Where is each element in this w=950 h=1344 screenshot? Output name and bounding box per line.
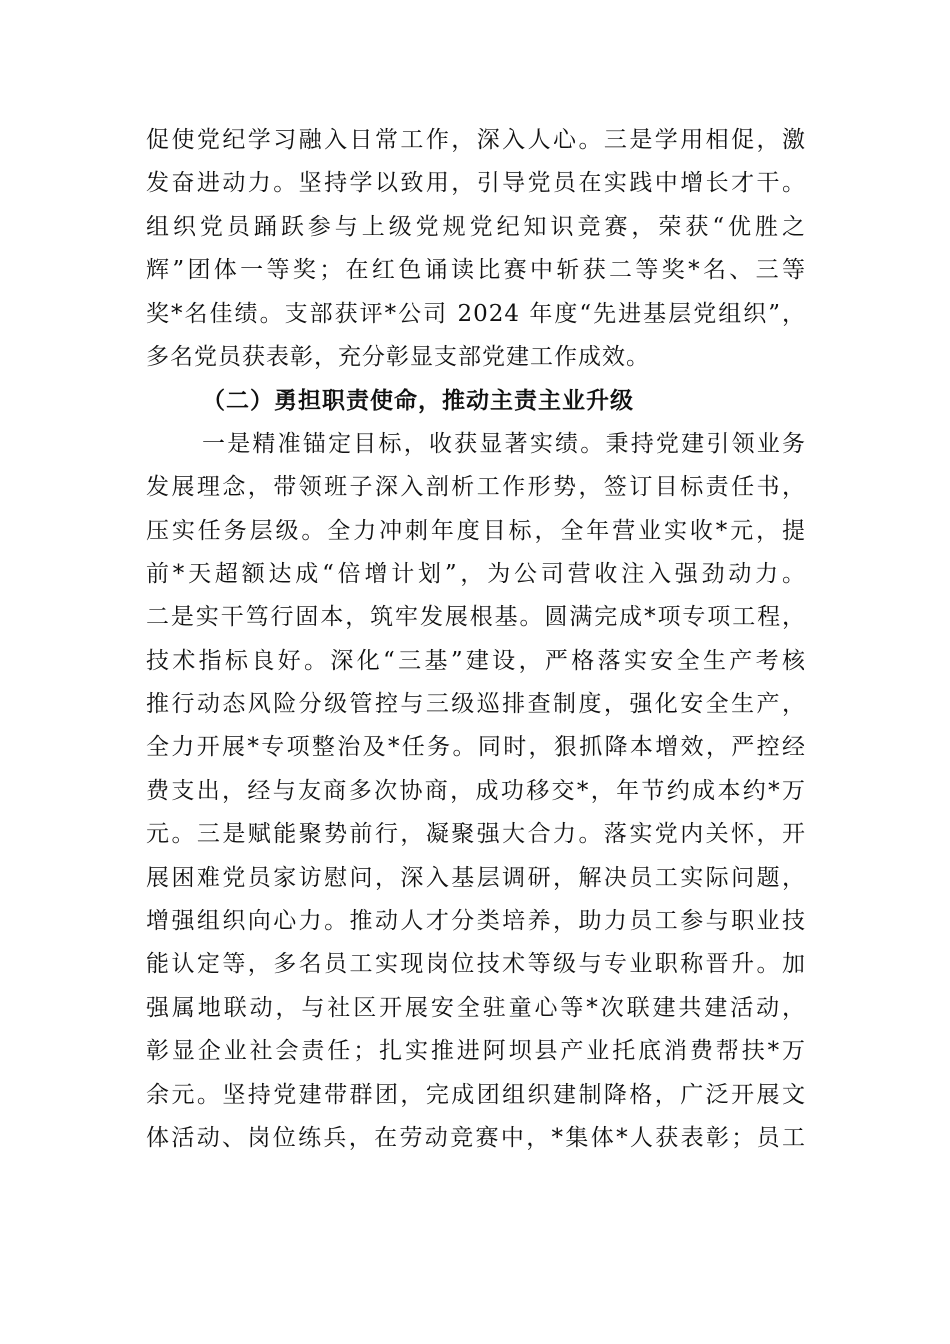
- body-line: 发展理念，带领班子深入剖析工作形势，签订目标责任书，: [146, 474, 806, 501]
- body-line: 体活动、岗位练兵，在劳动竞赛中，*集体*人获表彰；员工: [146, 1124, 806, 1151]
- body-line: 二是实干笃行固本，筑牢发展根基。圆满完成*项专项工程，: [146, 604, 806, 631]
- body-line: 全力开展*专项整治及*任务。同时，狠抓降本增效，严控经: [146, 734, 806, 761]
- body-line: 能认定等，多名员工实现岗位技术等级与专业职称晋升。加: [146, 951, 806, 978]
- body-line: 余元。坚持党建带群团，完成团组织建制降格，广泛开展文: [146, 1081, 806, 1108]
- body-line: 辉”团体一等奖；在红色诵读比赛中斩获二等奖*名、三等: [146, 257, 806, 284]
- body-line: 费支出，经与友商多次协商，成功移交*，年节约成本约*万: [146, 777, 806, 804]
- body-line: 压实任务层级。全力冲刺年度目标，全年营业实收*元，提: [146, 517, 806, 544]
- body-line: 元。三是赋能聚势前行，凝聚强大合力。落实党内关怀，开: [146, 821, 806, 848]
- body-line: 技术指标良好。深化“三基”建设，严格落实安全生产考核: [146, 647, 806, 674]
- section-heading: （二）勇担职责使命，推动主责主业升级: [202, 387, 634, 415]
- body-line: 彰显企业社会责任；扎实推进阿坝县产业托底消费帮扶*万: [146, 1038, 806, 1065]
- body-line: 推行动态风险分级管控与三级巡排查制度，强化安全生产，: [146, 691, 806, 718]
- body-line: 多名党员获表彰，充分彰显支部党建工作成效。: [146, 343, 650, 370]
- body-line: 发奋进动力。坚持学以致用，引导党员在实践中增长才干。: [146, 170, 806, 197]
- body-line: 增强组织向心力。推动人才分类培养，助力员工参与职业技: [146, 908, 806, 935]
- body-line: 促使党纪学习融入日常工作，深入人心。三是学用相促，激: [146, 127, 806, 153]
- body-line: 一是精准锚定目标，收获显著实绩。秉持党建引领业务: [202, 430, 806, 457]
- document-body: [146, 119, 806, 1160]
- body-line: 组织党员踊跃参与上级党规党纪知识竞赛，荣获“优胜之: [146, 213, 806, 240]
- body-line: 奖*名佳绩。支部获评*公司 2024 年度“先进基层党组织”，: [146, 300, 806, 327]
- body-line: 展困难党员家访慰问，深入基层调研，解决员工实际问题，: [146, 864, 806, 891]
- body-line: 前*天超额达成“倍增计划”，为公司营收注入强劲动力。: [146, 560, 806, 587]
- body-line: 强属地联动，与社区开展安全驻童心等*次联建共建活动，: [146, 994, 806, 1021]
